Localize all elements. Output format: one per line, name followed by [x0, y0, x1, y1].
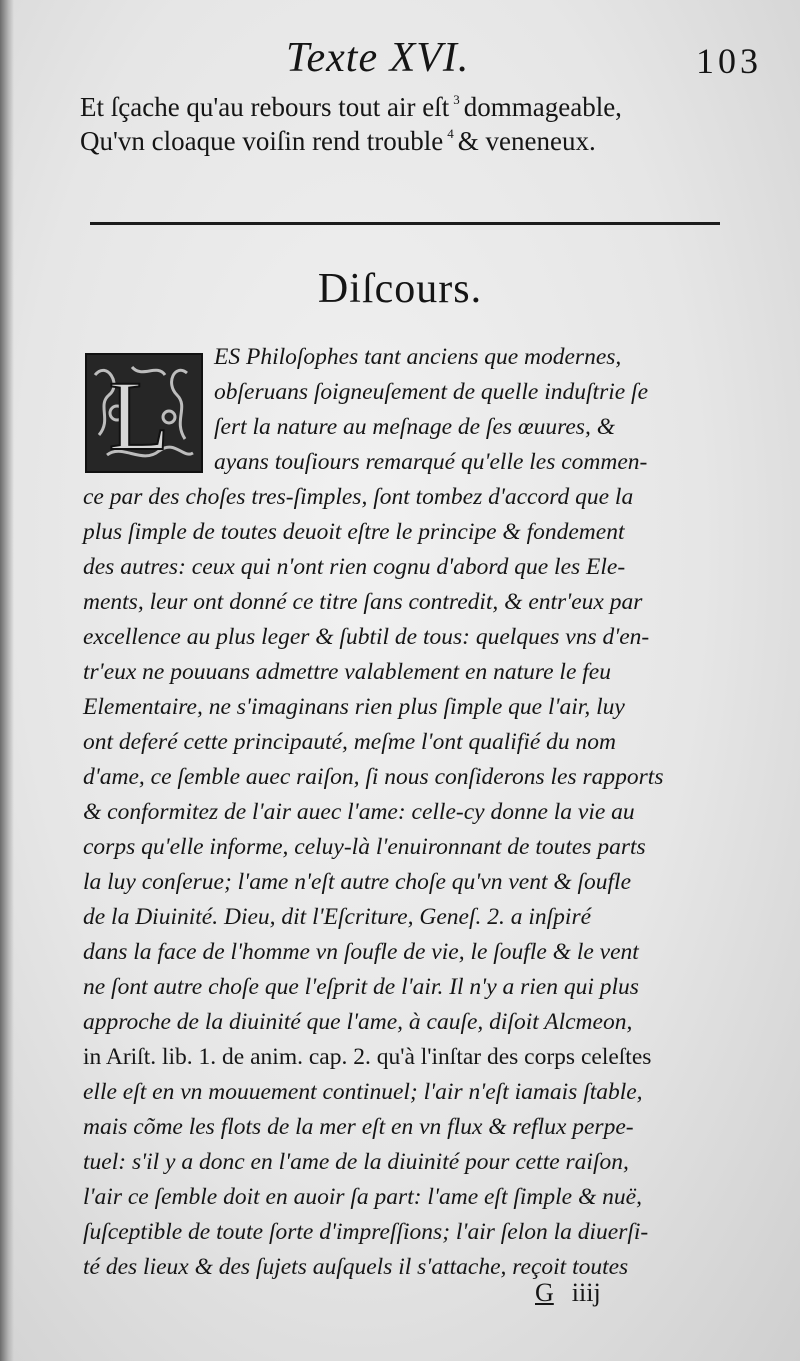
- body-line-27: té des lieux & des ſujets auſquels il s'attache, reçoit toutes: [83, 1254, 629, 1280]
- body-line-15: corps qu'elle informe, celuy-là l'enuironnant de toutes parts: [83, 834, 646, 860]
- body-line-4: ayans touſiours remarqué qu'elle les commen-: [214, 449, 648, 475]
- body-line-20: approche de la diuinité que l'ame, à cauſe, diſoit Alcmeon,: [83, 1009, 633, 1035]
- page-number: 103: [696, 41, 762, 81]
- body-line-17: de la Diuinité. Dieu, dit l'Eſcriture, Geneſ. 2. a inſpiré: [83, 904, 592, 930]
- body-line-25: l'air ce ſemble doit en auoir ſa part: l'ame eſt ſimple & nuë,: [83, 1184, 642, 1210]
- footnote-mark: 3: [453, 92, 460, 107]
- body-line-9: excellence au plus leger & ſubtil de tous: quelques vns d'en-: [83, 624, 650, 650]
- body-line-16: la luy conſerue; l'ame n'eſt autre choſe qu'vn vent & ſoufle: [83, 869, 632, 895]
- body-line-12: ont deferé cette principauté, meſme l'ont qualifié du nom: [83, 729, 616, 755]
- body-line-2: obſeruans ſoigneuſement de quelle induſtrie ſe: [214, 379, 649, 405]
- body-line-5: ce par des choſes tres-ſimples, ſont tombez d'accord que la: [83, 484, 634, 510]
- body-line-18: dans la face de l'homme vn ſoufle de vie, le ſoufle & le vent: [83, 939, 639, 965]
- signature-numeral: iiij: [571, 1278, 601, 1307]
- floral-ornament-icon: [87, 355, 201, 471]
- body-line-8: ments, leur ont donné ce titre ſans contredit, & entr'eux par: [83, 589, 643, 615]
- body-line-19: ne ſont autre choſe que l'eſprit de l'air. Il n'y a rien qui plus: [83, 974, 639, 1000]
- body-line-6: plus ſimple de toutes deuoit eſtre le principe & fondement: [83, 519, 625, 545]
- binding-shadow: [0, 0, 14, 1361]
- body-line-26: ſuſceptible de toute ſorte d'impreſſions; l'air ſelon la diuerſi-: [83, 1219, 649, 1245]
- verse-line-1: Et ſçache qu'au rebours tout air eſt $^3$ dommageable,: [80, 92, 622, 122]
- drop-cap-letter: L: [108, 360, 170, 471]
- body-line-14: & conformitez de l'air auec l'ame: celle-cy donne la vie au: [83, 799, 635, 825]
- body-line-22: elle eſt en vn mouuement continuel; l'air n'eſt iamais ſtable,: [83, 1079, 643, 1105]
- body-line-21: in Ariſt. lib. 1. de anim. cap. 2. qu'à l'inſtar des corps celeſtes: [83, 1044, 652, 1070]
- body-line-10: tr'eux ne pouuans admettre valablement en nature le feu: [83, 659, 611, 685]
- body-line-23: mais cõme les flots de la mer eſt en vn flux & reflux perpe-: [83, 1114, 634, 1140]
- running-title: Texte XVI.: [286, 35, 470, 81]
- section-heading: Diſcours.: [317, 266, 483, 312]
- footnote-mark: 4: [447, 126, 454, 141]
- signature-mark: [535, 1278, 601, 1308]
- signature-letter: G: [535, 1278, 554, 1307]
- horizontal-rule: [90, 222, 720, 225]
- body-line-13: d'ame, ce ſemble auec raiſon, ſi nous conſiderons les rapports: [83, 764, 664, 790]
- verse-line-2: Qu'vn cloaque voiſin rend trouble $^4$ & veneneux.: [80, 126, 596, 156]
- body-line-11: Elementaire, ne s'imaginans rien plus ſimple que l'air, luy: [83, 694, 625, 720]
- body-line-1: ES Philoſophes tant anciens que modernes,: [214, 344, 622, 370]
- body-line-24: tuel: s'il y a donc en l'ame de la diuinité pour cette raiſon,: [83, 1149, 629, 1175]
- body-line-3: ſert la nature au meſnage de ſes œuures, &: [214, 414, 615, 440]
- ornamental-initial: [85, 353, 203, 473]
- body-line-7: des autres: ceux qui n'ont rien cognu d'abord que les Ele-: [83, 554, 626, 580]
